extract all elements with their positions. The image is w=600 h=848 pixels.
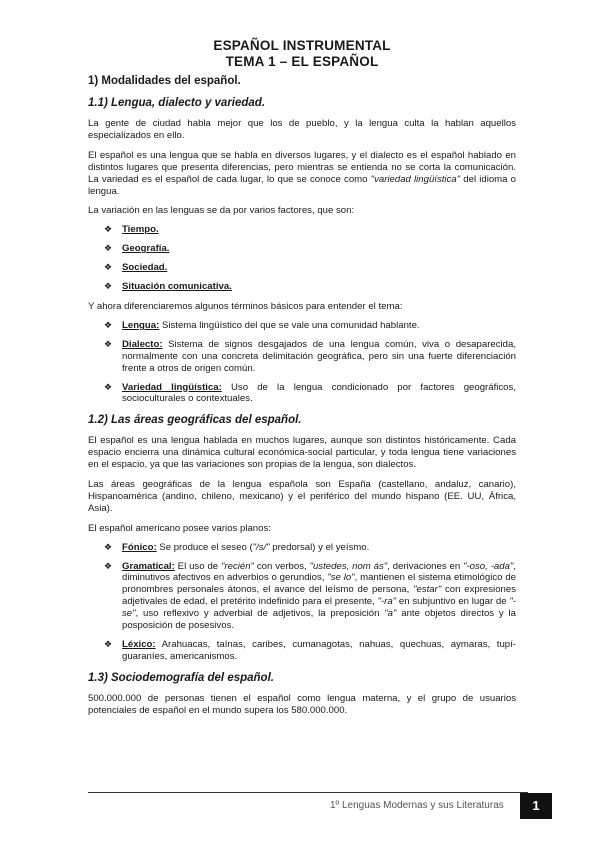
factor-term: Sociedad. [122,262,168,274]
list-item [104,339,516,375]
paragraph-dialect [88,150,516,198]
subsection-heading-1-1: 1.1) Lengua, dialecto y variedad. [88,97,266,109]
list-item [104,243,516,255]
term-label: Léxico: [122,639,156,650]
diamond-bullet-icon: ❖ [104,281,113,292]
list-item [104,224,516,236]
term-definition: Uso de la lengua condicionado por factores geográficos, socioculturales o contextuales. [122,381,516,405]
text-run: , mantienen el sistema etimológico de pronombres personales átonos, el avance del leísmo de persona, [122,572,517,596]
list-item [104,382,516,406]
list-item [104,561,516,632]
list-item [104,639,516,663]
term-label: Fónico: [122,541,157,553]
text-run: , uso reflexivo y adverbial de adjetivos, la preposición [135,608,385,620]
diamond-bullet-icon: ❖ [104,224,113,235]
term-definition: Arahuacas, taínas, caribes, cumanagotas, nahuas, quechuas, aymaras, tupí-guaraníes, americanismos. [122,639,516,662]
term-definition: Sistema de signos desgajados de una lengua común, viva o desaparecida, normalmente con una concreta delimitación geográfica, pero sin una fuerte diferenciación frente a otros de origen común. [122,338,516,374]
term-label: Gramatical: [122,560,175,572]
list-item [104,262,516,274]
term-definition: Sistema lingüístico del que se vale una comunidad hablante. [159,319,420,331]
emphasis: "-se" [122,596,516,620]
emphasis: "se lo" [327,572,355,584]
section-heading-1: 1) Modalidades del español. [88,75,241,87]
term-label: Lengua: [122,319,160,331]
paragraph-factors-intro: La variación en las lenguas se da por varios factores, que son: [88,205,355,217]
paragraph-areas-intro: El español es una lengua hablada en muchos lugares, aunque son distintos históricamente. Cada espacio encierra una dinámica cultural económica-social particular, y toda lengua tiene variaciones en el espacio, ya que las variaciones son propias de la lengua, son dialectos. [88,435,516,471]
factors-list [88,224,516,293]
subsection-heading-1-2: 1.2) Las áreas geográficas del español. [88,414,302,427]
list-item [104,542,516,554]
subsection-heading-1-3: 1.3) Sociodemografía del español. [88,671,274,684]
page-number: 1 [520,793,552,819]
factor-term: Geografía. [122,243,170,255]
text-run: , derivaciones en [387,560,464,572]
emphasis: "ustedes, nom ás" [309,560,388,572]
text-run: en subjuntivo en lugar de [396,596,510,608]
factor-term: Situación comunicativa. [122,281,232,293]
document-subtitle: TEMA 1 – EL ESPAÑOL [225,54,379,69]
footer-divider [88,792,528,793]
footer-course: 1º Lenguas Modernas y sus Literaturas [330,800,504,811]
diamond-bullet-icon: ❖ [104,381,113,392]
factor-term: Tiempo. [122,224,159,236]
list-item [104,320,516,332]
diamond-bullet-icon: ❖ [104,541,113,552]
text-run: El español es una lengua que se habla en diversos lugares, y el dialecto es el español hablado en distintos lugares que presenta diferencias, pero mientras se entienda no se corta la comunicación. La variedad es el español de cada lugar, lo que se conoce como [88,149,516,185]
diamond-bullet-icon: ❖ [104,262,113,273]
paragraph-demography: 500.000.000 de personas tienen el español como lengua materna, y el grupo de usuarios potenciales de español en el mundo supera los 580.000.000. [88,692,516,716]
diamond-bullet-icon: ❖ [104,338,113,349]
emphasis: "-ra" [377,596,397,608]
paragraph-terms-intro: Y ahora diferenciaremos algunos términos básicos para entender el tema: [88,300,403,312]
diamond-bullet-icon: ❖ [104,243,113,254]
text-run: del idioma o lengua. [88,173,516,197]
text-run: El uso de [174,560,222,572]
document-title: ESPAÑOL INSTRUMENTAL [213,38,391,53]
paragraph-planes-intro: El español americano posee varios planos: [88,522,271,534]
diamond-bullet-icon: ❖ [104,560,113,571]
emphasis: "recién" [221,560,254,572]
document-page [88,38,516,717]
text-run: predorsal) y el yeísmo. [269,541,370,553]
text-run: con verbos, [253,560,310,572]
term-label: Dialecto: [122,338,163,350]
text-run: ante objetos directos y la posposición de posesivos. [122,608,516,632]
paragraph-culture: La gente de ciudad habla mejor que los de pueblo, y la lengua culta la hablan aquellos especializados en ello. [88,118,516,141]
text-run: , diminutivos afectivos en adverbios o gerundios, [122,560,516,584]
diamond-bullet-icon: ❖ [104,639,113,649]
diamond-bullet-icon: ❖ [104,319,113,330]
list-item [104,281,516,293]
emphasis: "/s/" [252,541,270,553]
planes-list [88,542,516,663]
emphasis: "estar" [413,584,442,596]
emphasis: "-oso, -ada" [463,560,514,572]
text-run: Se produce el seseo ( [156,541,253,553]
paragraph-areas: Las áreas geográficas de la lengua española son España (castellano, andaluz, canario), Hispanoamérica (andino, chileno, mexicano) y el periférico del mundo hispano (EE. UU, África, Asia). [88,479,516,514]
text-run: con expresiones adjetivales de edad, el pretérito indefinido para el presente, [122,584,516,608]
emphasis-variedad: "variedad lingüística" [370,173,461,185]
emphasis: "a" [384,608,397,620]
term-label: Variedad lingüística: [122,381,222,393]
terms-list [88,320,516,405]
